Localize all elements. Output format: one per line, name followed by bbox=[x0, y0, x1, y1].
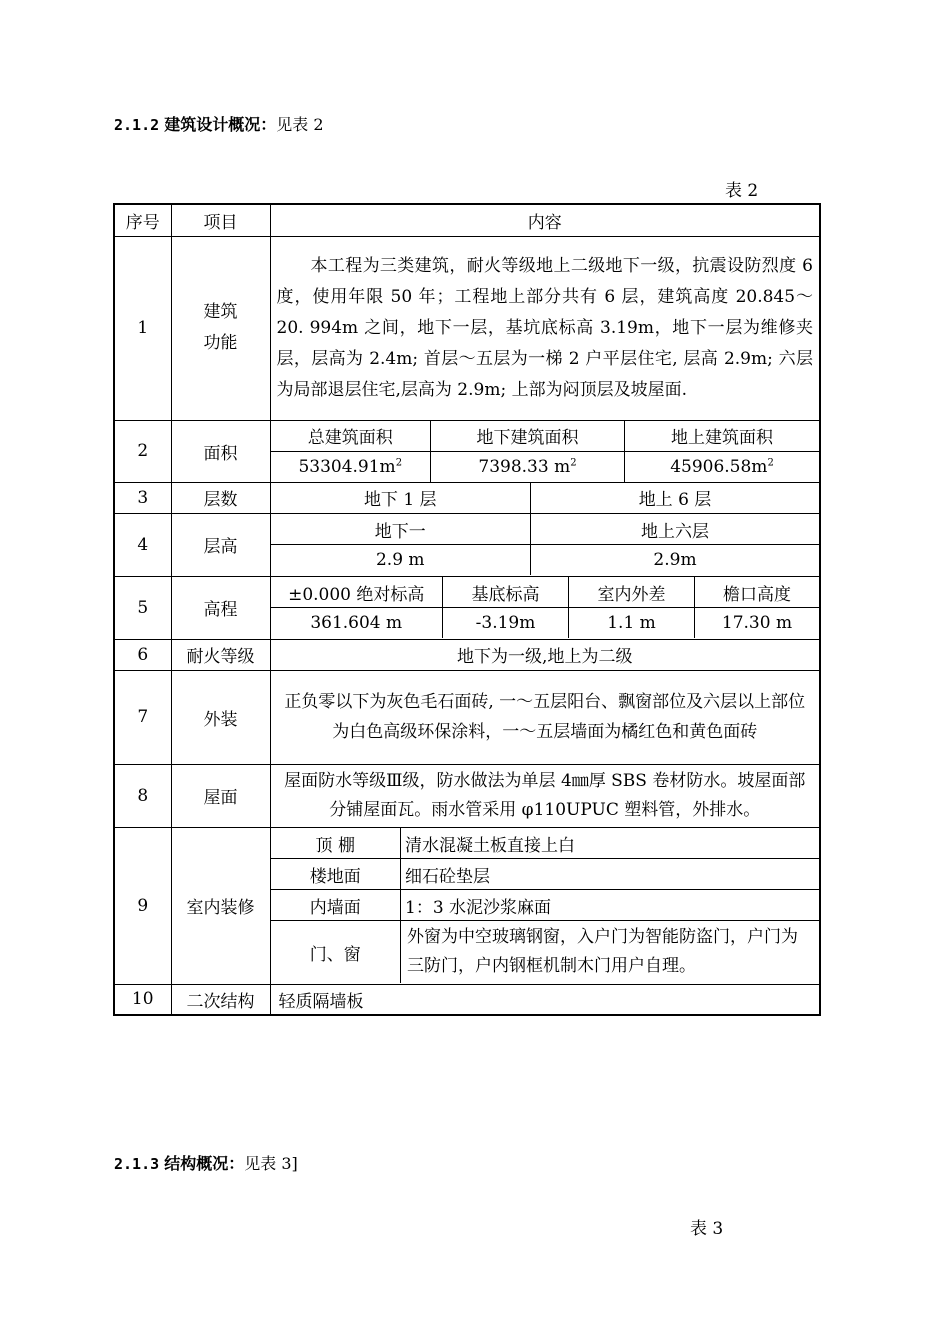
table-row bbox=[114, 482, 820, 513]
row-content: 正负零以下为灰色毛石面砖, 一～五层阳台、飘窗部位及六层以上部位为白色高级环保涂料，一～五层墙面为橘红色和黄色面砖 bbox=[270, 670, 820, 764]
row-item: 层高 bbox=[171, 513, 270, 576]
section-heading-2-1-3 bbox=[114, 1151, 298, 1174]
storey-under-value: 2.9 m bbox=[271, 545, 531, 576]
table-row bbox=[114, 639, 820, 670]
row-content: 轻质隔墙板 bbox=[270, 984, 820, 1015]
header-item: 项目 bbox=[171, 204, 270, 236]
area-subtable bbox=[271, 421, 820, 482]
row-item bbox=[171, 236, 270, 420]
storey-above-label: 地上六层 bbox=[531, 514, 820, 545]
area-total-value: $53304.91m^2$ bbox=[271, 451, 431, 482]
row-seq: 5 bbox=[114, 576, 171, 639]
row-seq: 1 bbox=[114, 236, 171, 420]
table-row bbox=[114, 420, 820, 482]
elevation-base-label: 基底标高 bbox=[443, 577, 569, 608]
storey-under-label: 地下一 bbox=[271, 514, 531, 545]
storey-above-value: 2.9m bbox=[531, 545, 820, 576]
row-item: 层数 bbox=[171, 482, 270, 513]
interior-subtable bbox=[271, 828, 820, 983]
row-content bbox=[270, 482, 820, 513]
elevation-eave-value: 17.30 m bbox=[695, 608, 820, 639]
section-heading-2-1-2 bbox=[114, 112, 324, 135]
row-content bbox=[270, 576, 820, 639]
row-content bbox=[270, 827, 820, 984]
section-number: 2.1.3 bbox=[114, 1155, 160, 1173]
elevation-eave-label: 檐口高度 bbox=[695, 577, 820, 608]
row-seq: 3 bbox=[114, 482, 171, 513]
floors-subtable bbox=[271, 483, 820, 513]
interior-wall-value: 1：3 水泥沙浆麻面 bbox=[401, 890, 820, 921]
row-item: 室内装修 bbox=[171, 827, 270, 984]
section-ref: 见表 3] bbox=[244, 1154, 298, 1173]
row-item: 面积 bbox=[171, 420, 270, 482]
area-total-label: 总建筑面积 bbox=[271, 421, 431, 452]
elevation-base-value: -3.19m bbox=[443, 608, 569, 639]
row-seq: 6 bbox=[114, 639, 171, 670]
table-row bbox=[114, 670, 820, 764]
area-under-value: 7398.33 $m^2$ bbox=[431, 451, 625, 482]
floors-under: 地下 1 层 bbox=[271, 483, 531, 513]
row-seq: 2 bbox=[114, 420, 171, 482]
header-content: 内容 bbox=[270, 204, 820, 236]
section-number: 2.1.2 bbox=[114, 116, 160, 134]
row-seq: 10 bbox=[114, 984, 171, 1015]
interior-door-window-value: 外窗为中空玻璃钢窗，入户门为智能防盗门，户门为三防门，户内钢框机制木门用户自理。 bbox=[401, 921, 820, 984]
table2-caption: 表 2 bbox=[725, 181, 759, 201]
interior-door-window-label: 门、窗 bbox=[271, 921, 401, 984]
row-content: 屋面防水等级Ⅲ级，防水做法为单层 4㎜厚 SBS 卷材防水。坡屋面部分铺屋面瓦。雨水管采用 φ110UPUC 塑料管，外排水。 bbox=[270, 764, 820, 827]
section-colon: ： bbox=[228, 1154, 245, 1173]
header-seq: 序号 bbox=[114, 204, 171, 236]
row-seq: 8 bbox=[114, 764, 171, 827]
interior-ceiling-label: 顶 棚 bbox=[271, 828, 401, 859]
row-item: 耐火等级 bbox=[171, 639, 270, 670]
table-row bbox=[114, 513, 820, 576]
row-content: 本工程为三类建筑，耐火等级地上二级地下一级，抗震设防烈度 6 度，使用年限 50 年；工程地上部分共有 6 层，建筑高度 20.845～20. 994m 之间，地下一层，基坑底标高 3.19m，地下一层为维修夹层，层高为 2.4m; 首层～五层为一梯 2 户平层住宅, 层高 2.9m; 六层为局部退层住宅,层高为 2.9m; 上部为闷顶层及坡屋面. bbox=[270, 236, 820, 420]
table-row bbox=[114, 764, 820, 827]
area-above-label: 地上建筑面积 bbox=[625, 421, 820, 452]
section-colon: ： bbox=[260, 115, 277, 134]
row-item: 二次结构 bbox=[171, 984, 270, 1015]
row-seq: 9 bbox=[114, 827, 171, 984]
row-item-line: 建筑 bbox=[203, 302, 238, 322]
storey-height-subtable bbox=[271, 514, 820, 575]
elevation-diff-value: 1.1 m bbox=[569, 608, 695, 639]
table-header-row bbox=[114, 204, 820, 236]
section-title: 建筑设计概况 bbox=[164, 115, 261, 134]
table-row bbox=[114, 236, 820, 420]
table-row bbox=[114, 827, 820, 984]
section-title: 结构概况 bbox=[164, 1154, 229, 1173]
section-ref: 见表 2 bbox=[276, 115, 324, 134]
table-row bbox=[114, 984, 820, 1015]
row-seq: 7 bbox=[114, 670, 171, 764]
table3-caption: 表 3 bbox=[690, 1219, 724, 1239]
row-content: 地下为一级,地上为二级 bbox=[270, 639, 820, 670]
interior-floor-value: 细石砼垫层 bbox=[401, 859, 820, 890]
row-content bbox=[270, 420, 820, 482]
row-seq: 4 bbox=[114, 513, 171, 576]
row-item: 高程 bbox=[171, 576, 270, 639]
elevation-absolute-value: 361.604 m bbox=[271, 608, 443, 639]
interior-wall-label: 内墙面 bbox=[271, 890, 401, 921]
elevation-absolute-label: ±0.000 绝对标高 bbox=[271, 577, 443, 608]
interior-ceiling-value: 清水混凝土板直接上白 bbox=[401, 828, 820, 859]
table-row bbox=[114, 576, 820, 639]
table-2 bbox=[113, 203, 821, 1016]
elevation-diff-label: 室内外差 bbox=[569, 577, 695, 608]
area-above-value: $45906.58m^2$ bbox=[625, 451, 820, 482]
area-under-label: 地下建筑面积 bbox=[431, 421, 625, 452]
row-item-line: 功能 bbox=[203, 333, 238, 353]
floors-above: 地上 6 层 bbox=[531, 483, 820, 513]
row-item: 外装 bbox=[171, 670, 270, 764]
elevation-subtable bbox=[271, 577, 820, 638]
row-content bbox=[270, 513, 820, 576]
interior-floor-label: 楼地面 bbox=[271, 859, 401, 890]
row-item: 屋面 bbox=[171, 764, 270, 827]
